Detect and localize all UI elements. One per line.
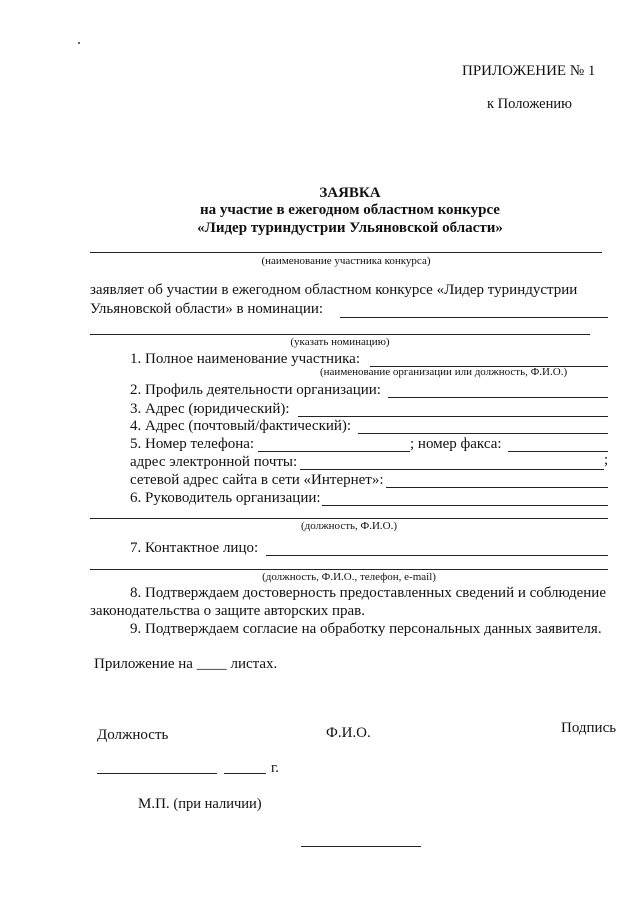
- profile-field[interactable]: [388, 397, 608, 398]
- stamp-abbrev: М.П.: [138, 796, 170, 812]
- contact-field-continued[interactable]: [90, 569, 608, 570]
- scan-speck: [78, 42, 80, 44]
- attachment-suffix: листах.: [230, 656, 278, 672]
- year-suffix: г.: [271, 760, 279, 776]
- appendix-label: ПРИЛОЖЕНИЕ № 1: [462, 63, 596, 79]
- regulation-label: к Положению: [487, 96, 572, 112]
- title-line-1: на участие в ежегодном областном конкурсе: [200, 202, 500, 218]
- date-year-field[interactable]: [224, 773, 266, 774]
- date-day-month-field[interactable]: [97, 773, 217, 774]
- phone-label: 5. Номер телефона:: [130, 436, 255, 452]
- full-name-sign-label: Ф.И.О.: [326, 725, 371, 741]
- postal-address-field[interactable]: [358, 433, 608, 434]
- consent-line: 9. Подтверждаем согласие на обработку персональных данных заявителя.: [130, 621, 602, 637]
- head-field-continued[interactable]: [90, 518, 608, 519]
- website-field[interactable]: [386, 487, 608, 488]
- postal-address-label: 4. Адрес (почтовый/фактический):: [130, 418, 352, 434]
- declares-line-2: Ульяновской области» в номинации:: [90, 301, 324, 317]
- email-field[interactable]: [300, 469, 604, 470]
- attachment-pages-field[interactable]: ____: [196, 656, 227, 672]
- participant-name-field[interactable]: [90, 252, 602, 253]
- confirm-line-2: законодательства о защите авторских прав.: [90, 603, 365, 619]
- attachment-line: [94, 656, 277, 673]
- nomination-caption: (указать номинацию): [290, 336, 390, 348]
- profile-label: 2. Профиль деятельности организации:: [130, 382, 381, 398]
- page-title: ЗАЯВКА: [319, 185, 381, 201]
- signature-label: Подпись: [561, 720, 617, 736]
- website-label: сетевой адрес сайта в сети «Интернет»:: [130, 472, 384, 488]
- fax-label: ; номер факса:: [410, 436, 502, 452]
- stamp-label: [138, 796, 262, 813]
- full-name-caption: (наименование организации или должность, Ф.И.О.): [320, 366, 568, 378]
- head-caption: (должность, Ф.И.О.): [300, 520, 398, 532]
- legal-address-label: 3. Адрес (юридический):: [130, 401, 290, 417]
- confirm-line-1: 8. Подтверждаем достоверность предоставленных сведений и соблюдение: [130, 585, 606, 601]
- bottom-signature-line[interactable]: [301, 846, 421, 847]
- email-semicolon: ;: [604, 452, 609, 468]
- contact-caption: (должность, Ф.И.О., телефон, e-mail): [262, 571, 436, 583]
- title-line-2: «Лидер туриндустрии Ульяновской области»: [197, 220, 503, 236]
- nomination-field-continued[interactable]: [90, 334, 590, 335]
- contact-field[interactable]: [266, 555, 608, 556]
- full-name-label: 1. Полное наименование участника:: [130, 351, 360, 367]
- head-field[interactable]: [322, 505, 608, 506]
- participant-caption: (наименование участника конкурса): [261, 255, 431, 267]
- declares-line-1: заявляет об участии в ежегодном областном конкурсе «Лидер туриндустрии: [90, 282, 578, 298]
- attachment-prefix: Приложение на: [94, 656, 193, 672]
- position-label: Должность: [97, 727, 169, 743]
- nomination-field[interactable]: [340, 317, 608, 318]
- fax-field[interactable]: [508, 451, 608, 452]
- stamp-note: (при наличии): [173, 796, 262, 812]
- contact-label: 7. Контактное лицо:: [130, 540, 259, 556]
- head-label: 6. Руководитель организации:: [130, 490, 321, 506]
- legal-address-field[interactable]: [298, 416, 608, 417]
- email-label: адрес электронной почты:: [130, 454, 298, 470]
- phone-field[interactable]: [258, 451, 410, 452]
